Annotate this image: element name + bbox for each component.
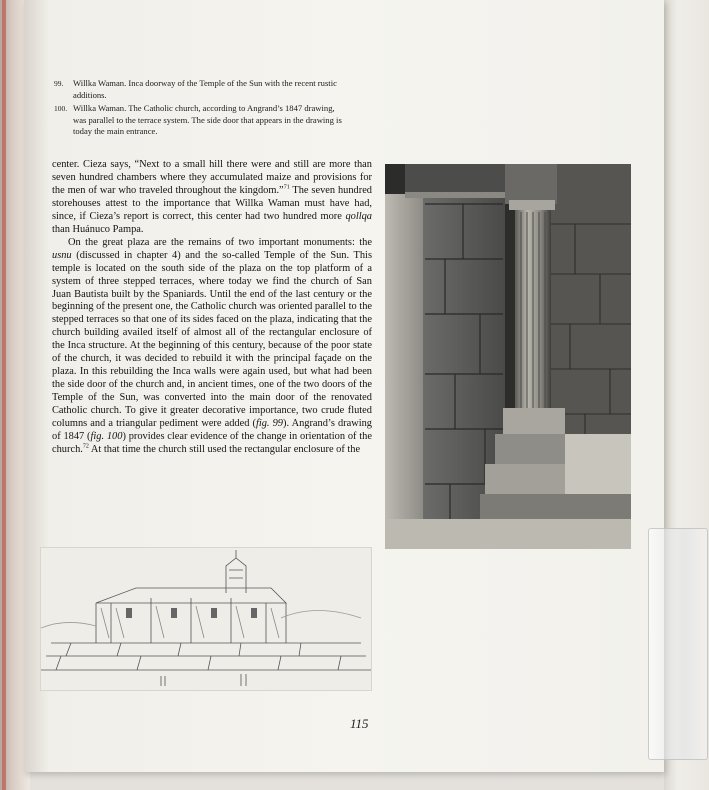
paragraph-1	[52, 159, 372, 237]
caption-text: Willka Waman. The Catholic church, according to Angrand’s 1847 drawing, was parallel to the terrace system. The side door that appears in the drawing is today the main entrance.	[73, 103, 342, 136]
caption-100	[54, 103, 344, 138]
caption-99	[54, 78, 344, 101]
text-run: ). Angrand’s drawing of 1847 (	[52, 418, 372, 443]
footnote-ref: 72	[82, 443, 89, 450]
caption-text: Willka Waman. Inca doorway of the Temple of the Sun with the recent rustic additions.	[73, 78, 337, 100]
doorway-photograph	[385, 164, 631, 549]
footnote-ref: 71	[283, 184, 290, 191]
text-run: center. Cieza says, “Next to a small hill there were and still are more than seven hundred chambers where they accumulated maize and provisions for the men of war who traveled throughout the kingdom.”	[52, 159, 372, 196]
church-sketch-drawing	[40, 547, 372, 691]
figure-ref: fig. 100	[90, 431, 123, 443]
text-run: (discussed in chapter 4) and the so-called Temple of the Sun. This temple is located on the south side of the plaza on the top platform of a system of three stepped terraces, where today we find the church of San Juan Bautista built by the Spaniards. Until the end of the last century or the beginning of the present one, the Catholic church was oriented parallel to the stepped terraces so that one of its sides faced on the plaza, indicating that the church building availed itself of almost all of the rectangular enclosure of the Inca structure. At the beginning of this century, because of the poor state of the church, it was decided to rebuild it with the principal façade on the plaza. In this rebuilding the Inca walls were again used, but what had been the side door of the church and, in ancient times, one of the two doors of the Temple of the Sun, was converted into the main door of the renovated Catholic church. To give it greater decorative importance, two crude fluted columns and a triangular pediment were added (	[52, 249, 372, 430]
text-run: On the great plaza are the remains of two important monuments: the	[68, 236, 372, 248]
italic-term: qollqa	[345, 210, 372, 222]
plastic-clip	[648, 528, 708, 760]
page-number: 115	[350, 716, 369, 731]
text-run: The seven hundred storehouses attest to the importance that Willka Waman must have had, since, if Cieza’s report is correct, this center had two hundred more	[52, 184, 373, 222]
text-run: At that time the church still used the rectangular enclosure of the	[88, 443, 361, 455]
figure-captions	[54, 78, 344, 140]
italic-term: usnu	[52, 249, 72, 261]
caption-number: 99.	[54, 79, 64, 88]
body-text	[52, 159, 372, 457]
paragraph-2	[52, 237, 372, 457]
caption-number: 100.	[54, 104, 68, 113]
text-run: than Huánuco Pampa.	[52, 223, 144, 235]
figure-ref: fig. 99	[255, 418, 283, 430]
text-run: ) provides clear evidence of the change in orientation of the church.	[52, 431, 372, 455]
